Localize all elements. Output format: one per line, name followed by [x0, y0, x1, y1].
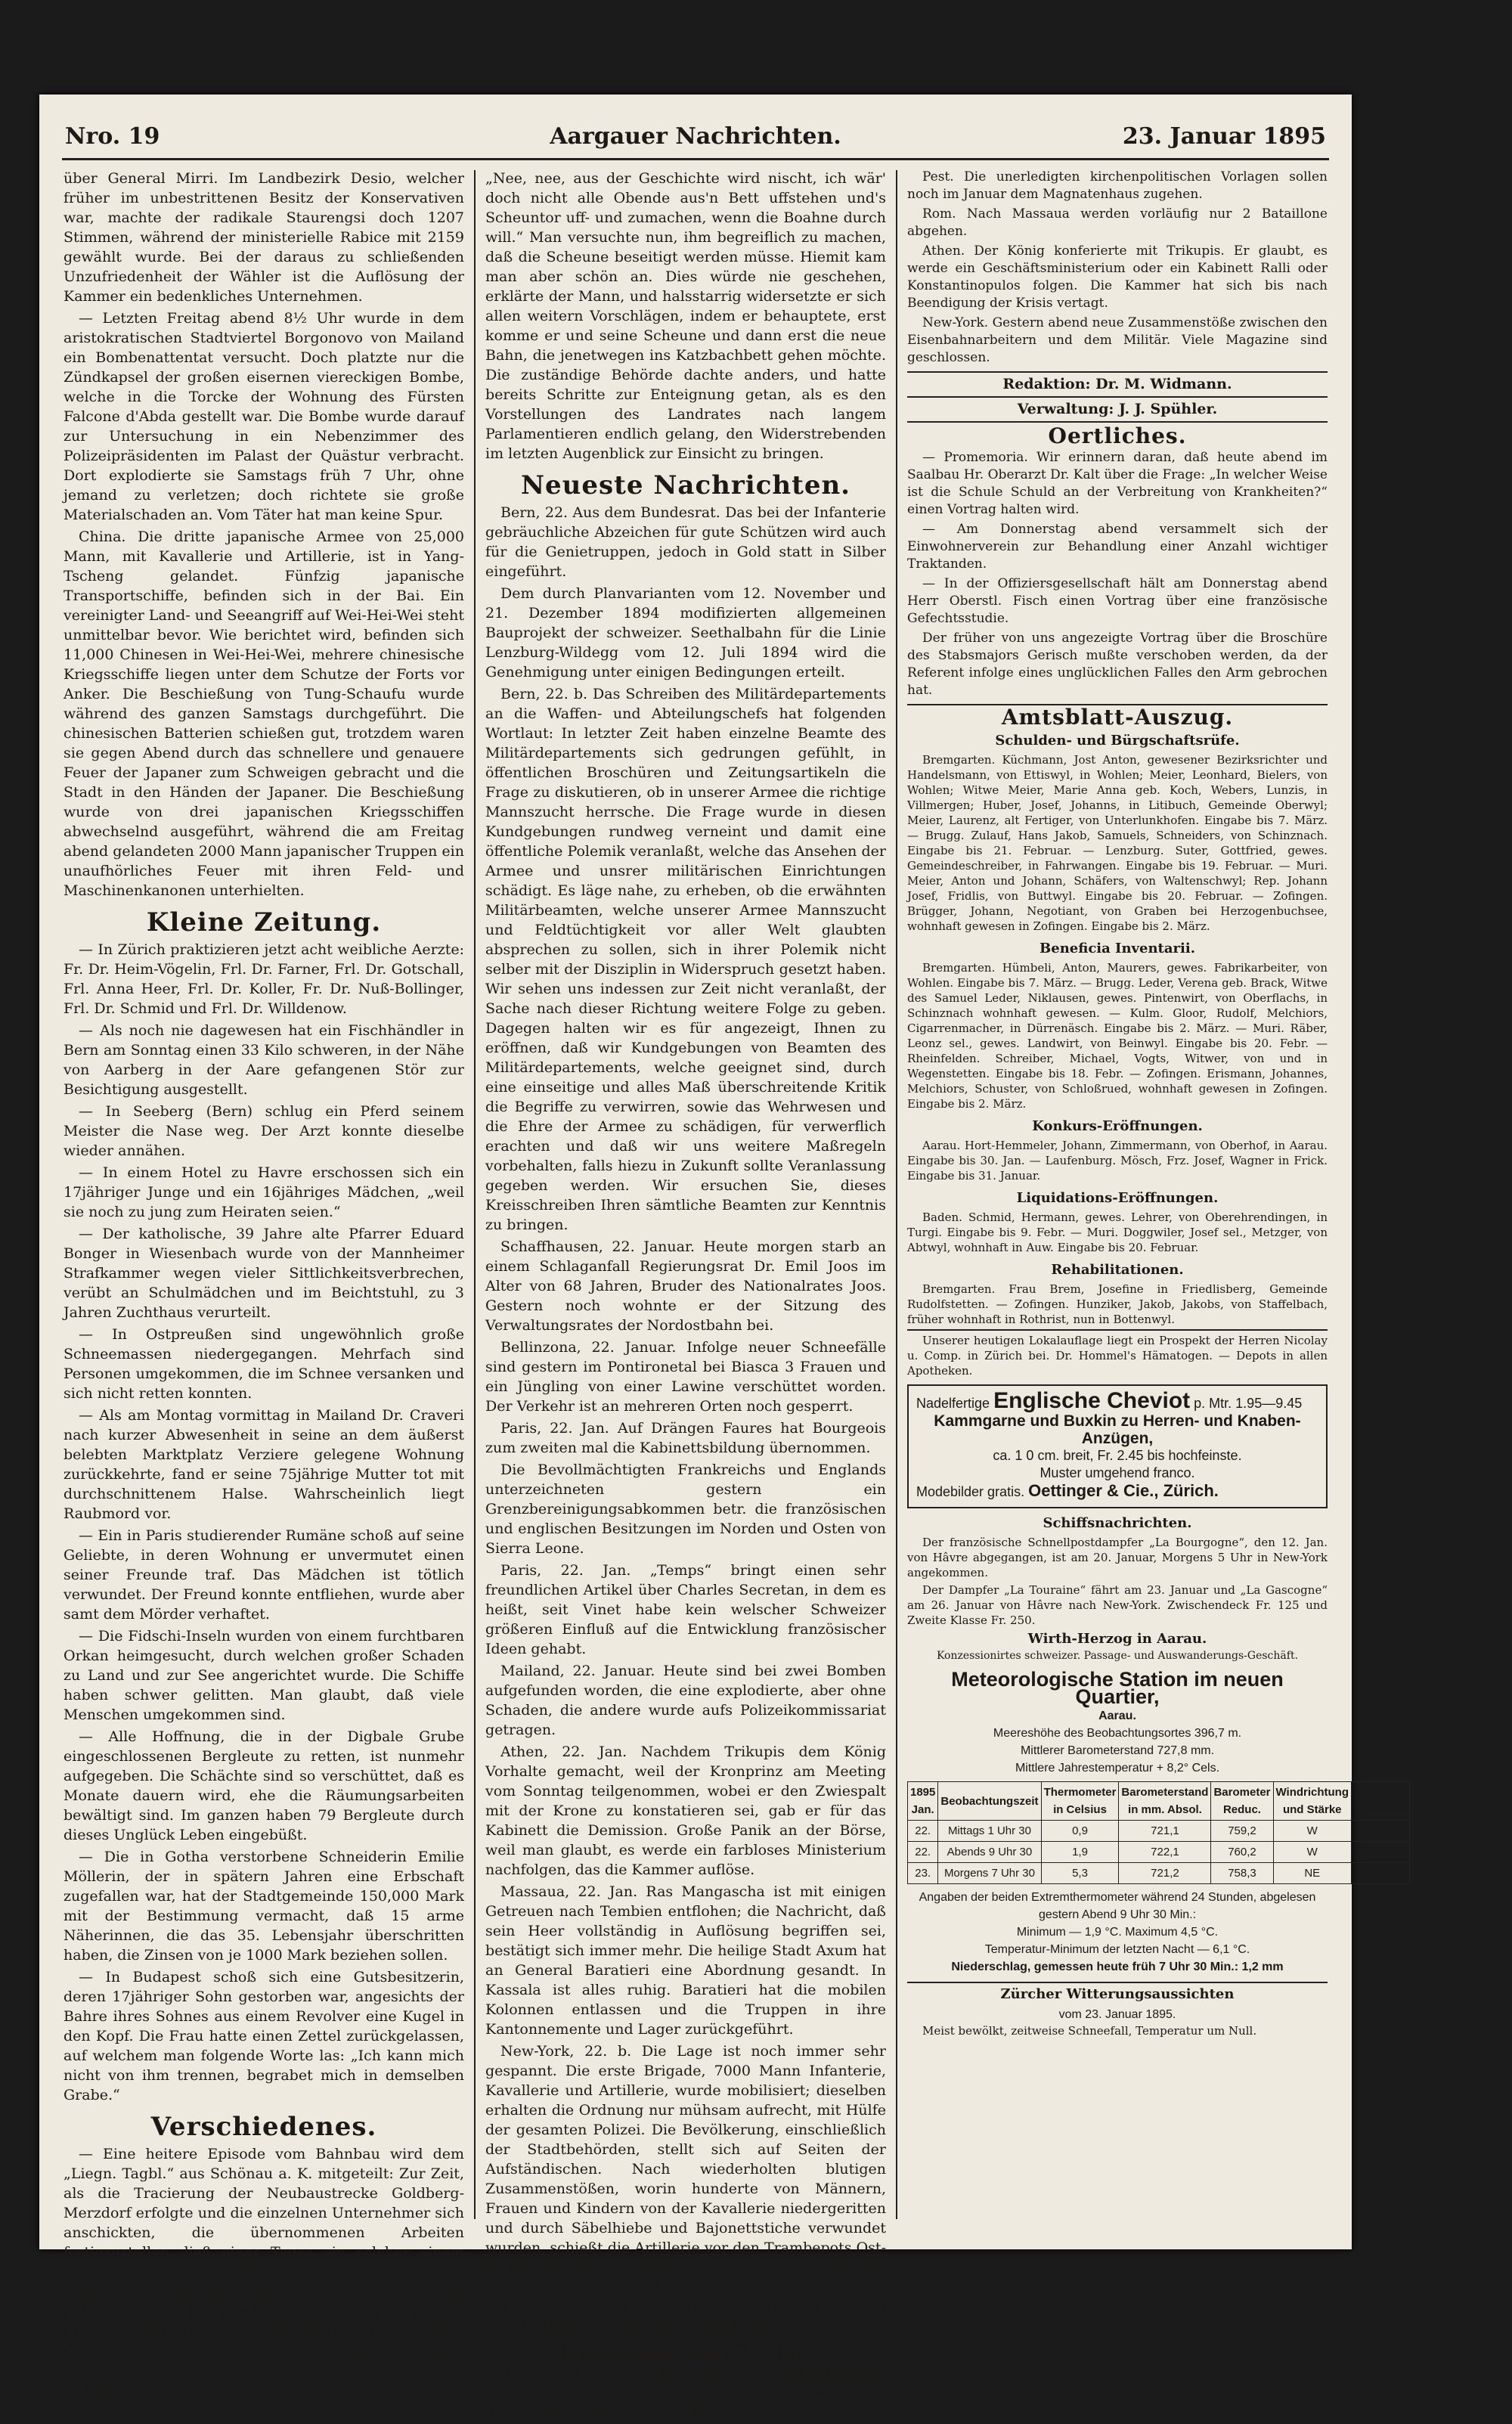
news-item: — Der katholische, 39 Jahre alte Pfarrer Eduard Bonger in Wiesenbach wurde von der Mannheimer Strafkammer wegen vieler Sittlichkeitsverbrechen, verübt an Schulmädchen und im Beichtstuhl, zu 3 Jahren Zuchthaus verurteilt. [64, 1226, 464, 1321]
supplement-notice: Unserer heutigen Lokalauflage liegt ein Prospekt der Herren Nicolay u. Comp. in Zürich bei. Dr. Hommel's Hämatogen. — Depots in allen Apotheken. [907, 1329, 1328, 1378]
news-item: Paris, 22. Jan. „Temps“ bringt einen sehr freundlichen Artikel über Charles Secretan, in dem es heißt, seit Vinet habe kein welscher Schweizer größeren Einfluß auf die Entwicklung französischer Ideen gehabt. [485, 1562, 886, 1657]
meteo-extreme: Temperatur-Minimum der letzten Nacht — 6,1 °C. [984, 1943, 1250, 1956]
weather-table-cell: W [1273, 1821, 1352, 1842]
subheading-zuercher-witterung: Zürcher Witterungsaussichten [907, 1982, 1328, 2003]
ad-line: Muster umgehend franco. [1040, 1465, 1195, 1480]
weather-table-cell: bed. [1352, 1863, 1410, 1884]
article-china: China. Die dritte japanische Armee von 25,000 Mann, mit Kavallerie und Artillerie, ist in Yang-Tscheng gelandet. Fünfzig japanische Transportschiffe, befinden sich in der Bai. Ein vereinigter Land- und Seeangriff auf Wei-Hei-Wei steht unmittelbar bevor. Wie berichtet wird, befinden sich 11,000 Chinesen in Wei-Hei-Wei, mehrere chinesische Kriegsschiffe liegen unter dem Schutze der Forts vor Anker. Die Beschießung von Tung-Schaufu wurde während des ganzen Samstags durchgeführt. Die chinesischen Batterien schießen gut, trotzdem waren sie gegen Abend durch das schnellere und genauere Feuer der Japaner zum Schweigen gebracht und die Stadt in den Händen der Japaner. Die Beschießung wurde von drei japanischen Kriegsschiffen abwechselnd ausgeführt, während die am Freitag abend gelandeten 2000 Mann japanischer Truppen ein unaufhörliches Feuer mit ihren Feld- und Maschinenkanonen unterhielten. [64, 529, 464, 899]
shipping-agent-line: Konzessionirtes schweizer. Passage- und Auswanderungs-Geschäft. [936, 1650, 1299, 1662]
shipping-item: Der Dampfer „La Touraine“ fährt am 23. Januar und „La Gascogne“ am 26. Januar von Hâvre nach New-York. Zwischendeck Fr. 125 und Zweite Klasse Fr. 250. [907, 1583, 1328, 1627]
news-item: — In einem Hotel zu Havre erschossen sich ein 17jähriger Junge und ein 16jähriges Mädchen, „weil sie noch zu jung zum Heiraten seien.“ [64, 1164, 464, 1220]
meteo-extreme: Niederschlag, gemessen heute früh 7 Uhr 30 Min.: 1,2 mm [951, 1961, 1284, 1973]
meteo-line: Mittlere Jahrestemperatur + 8,2° Cels. [1015, 1762, 1220, 1775]
ad-line: Kammgarne und Buxkin zu Herren- und Knaben-Anzügen, [934, 1412, 1301, 1447]
weather-table-header: Thermometer in Celsius [1041, 1782, 1119, 1821]
column-divider-2 [896, 170, 897, 2219]
weather-table-row [908, 1863, 1410, 1884]
amtsblatt-entry: Bremgarten. Frau Brem, Josefine in Friedlisberg, Gemeinde Rudolfstetten. — Zofingen. Hunziker, Jakob, Jakobs, von Staffelbach, früher wohnhaft in Rothrist, nun in Bottenwyl. [907, 1282, 1328, 1326]
section-heading-verschiedenes: Verschiedenes. [150, 2112, 377, 2142]
news-item: Rom. Nach Massaua werden vorläufig nur 2 Bataillone abgehen. [907, 206, 1328, 239]
subheading-liquidation: Liquidations-Eröffnungen. [1016, 1190, 1219, 1206]
news-item: — Alle Hoffnung, die in der Digbale Grube eingeschlossenen Bergleute zu retten, ist nunmehr aufgegeben. Die Schächte sind so verschüttet, daß es Monate dauern wird, ehe die Räumungsarbeiten bewältigt sind. Im ganzen haben 79 Bergleute durch dieses Unglück Leben eingebüßt. [64, 1728, 464, 1843]
news-item: — Ein in Paris studierender Rumäne schoß auf seine Geliebte, in deren Wohnung er unvermutet einen seiner Freunde traf. Das Mädchen ist tötlich verwundet. Der Freund konnte entfliehen, wurde aber samt dem Mörder verhaftet. [64, 1527, 464, 1623]
amtsblatt-entry: Bremgarten. Hümbeli, Anton, Maurers, gewes. Fabrikarbeiter, von Wohlen. Eingabe bis 7. März. — Brugg. Leder, Verena geb. Brack, Witwe des Samuel Leder, Niklausen, gewes. Pintenwirt, von Oberflachs, in Schinznach wohnhaft gewesen. — Kulm. Gloor, Rudolf, Melchiors, Cigarrenmacher, in Dürrenäsch. Eingabe bis 2. März. — Muri. Räber, Leonz sel., gewes. Landwirt, von Beinwyl. Eingabe bis 20. Febr. — Rheinfelden. Schreiber, Michael, Vogts, Witwer, von und in Wegenstetten. Eingabe bis 18. Febr. — Zofingen. Erismann, Johannes, Melchiors, Schuster, von Schloßrued, wohnhaft gewesen in Zofingen. Eingabe bis 2. März. [907, 961, 1328, 1111]
column-3 [907, 169, 1407, 2225]
news-item: — Als noch nie dagewesen hat ein Fischhändler in Bern am Sonntag einen 33 Kilo schweren, in der Nähe von Aarberg in der Aare gefangenen Stör zur Besichtigung ausgestellt. [64, 1022, 464, 1098]
weather-table-cell: 22. [908, 1842, 938, 1863]
column-divider-1 [474, 170, 476, 2219]
amtsblatt-entry: Aarau. Hort-Hemmeler, Johann, Zimmermann, von Oberhof, in Aarau. Eingabe bis 30. Jan. — Laufenburg. Mösch, Frz. Josef, Wagner in Frick. Eingabe bis 31. Januar. [907, 1139, 1328, 1183]
subheading-schulden: Schulden- und Bürgschaftsrüfe. [995, 733, 1240, 749]
news-item: Athen. Der König konferierte mit Trikupis. Er glaubt, es werde ein Geschäftsministerium oder ein Kabinett Ralli oder Konstantinopulos folgen. Die Kammer hat sich bis nach Beendigung der Krisis vertagt. [907, 243, 1328, 311]
newspaper-page [39, 95, 1407, 2422]
meteo-place: Aarau. [1098, 1710, 1136, 1722]
weather-table-cell: 1,9 [1041, 1842, 1119, 1863]
meteo-extreme: Minimum — 1,9 °C. Maximum 4,5 °C. [1016, 1926, 1219, 1939]
issue-number: Nro. 19 [65, 123, 160, 150]
news-item: Pest. Die unerledigten kirchenpolitischen Vorlagen sollen noch im Januar dem Magnatenhaus zugehen. [907, 169, 1328, 202]
column-1 [64, 169, 464, 2398]
news-item: — Am Donnerstag abend versammelt sich der Einwohnerverein zur Behandlung einer Anzahl wichtiger Traktanden. [907, 522, 1328, 572]
section-heading-telegramme: Telegramme vom 23. Jan. [556, 2341, 815, 2363]
ad-line: ca. 1 0 cm. breit, Fr. 2.45 bis hochfeinste. [993, 1448, 1242, 1463]
article-milan-bomb: — Letzten Freitag abend 8½ Uhr wurde in dem aristokratischen Stadtviertel Borgonovo von Mailand ein Bombenattentat versucht. Doch platzte nur die Zündkapsel der großen eisernen viereckigen Bombe, welche in die Torcke der Wohnung des Fürsten Falcone d'Abda gestellt war. Die Bombe wurde darauf zur Untersuchung in ein Nebenzimmer des Polizeipräsidenten im Palast der Quästur verbracht. Dort explodierte sie Samstags früh 7 Uhr, ohne jemand zu verletzen; doch richtete sie große Materialschaden an. Vom Täter hat man keine Spur. [64, 310, 464, 523]
weather-table-cell: 721,1 [1119, 1821, 1211, 1842]
masthead-rule [62, 158, 1329, 160]
weather-table-header: Barometerstand in mm. Absol. [1119, 1782, 1211, 1821]
weather-table-cell: 22. [908, 1821, 938, 1842]
weather-table-cell: 721,2 [1119, 1863, 1211, 1884]
news-item: — In Budapest schoß sich eine Gutsbesitzerin, deren 17jähriger Sohn gestorben war, angesichts der Bahre ihres Sohnes aus einem Revolver eine Kugel in den Kopf. Die Frau hatte einen Zettel zurückgelassen, auf welchem man folgende Worte las: „Ich kann mich nicht von ihm trennen, begrabet mich in demselben Grabe.“ [64, 1969, 464, 2103]
news-item: Die Bevollmächtigten Frankreichs und Englands unterzeichneten gestern ein Grenzbereinigungsabkommen betr. die französischen und englischen Besitzungen im Norden und Osten von Sierra Leone. [485, 1462, 886, 1557]
news-item: — In Zürich praktizieren jetzt acht weibliche Aerzte: Fr. Dr. Heim-Vögelin, Frl. Dr. Farner, Frl. Dr. Gotschall, Frl. Anna Heer, Frl. Dr. Koller, Fr. Dr. Nuß-Bollinger, Frl. Dr. Schmid und Frl. Dr. Willdenow. [64, 941, 464, 1017]
news-item: — Promemoria. Wir erinnern daran, daß heute abend im Saalbau Hr. Oberarzt Dr. Kalt über die Frage: „In welcher Weise ist die Schule Schuld an der Verbreitung von Krankheiten?“ einen Vortrag halten wird. [907, 450, 1328, 517]
meteo-line: Mittlerer Barometerstand 727,8 mm. [1020, 1744, 1215, 1757]
weather-table-row [908, 1842, 1410, 1863]
newspaper-title: Aargauer Nachrichten. [550, 123, 841, 150]
meteo-line: Meereshöhe des Beobachtungsortes 396,7 m. [993, 1727, 1242, 1740]
weather-table-cell: Schnee [1352, 1821, 1410, 1842]
weather-table [907, 1781, 1410, 1884]
news-item: Bellinzona, 22. Januar. Infolge neuer Schneefälle sind gestern im Pontironetal bei Biasca 3 Frauen und ein Jüngling von einer Lawine verschüttet worden. Der Verkehr ist an mehreren Orten noch gesperrt. [485, 1339, 886, 1415]
news-item: Schaffhausen, 22. Januar. Heute morgen starb an einem Schlaganfall Regierungsrat Dr. Emil Joos im Alter von 68 Jahren, Bruder des Nationalrates Joos. Gestern noch wohnte er der Sitzung des Verwaltungsrates der Nordostbahn bei. [485, 1238, 886, 1334]
weather-table-cell: Morgens 7 Uhr 30 [938, 1863, 1041, 1884]
news-item: — Die in Gotha verstorbene Schneiderin Emilie Möllerin, der in spätern Jahren eine Erbschaft zugefallen war, hat der Stadtgemeinde 150,000 Mark mit der Bestimmung vermacht, daß 15 arme Näherinnen, die das 35. Lebensjahr überschritten haben, die Zinsen von je 1000 Mark beziehen sollen. [64, 1849, 464, 1964]
subheading-beneficia: Beneficia Inventarii. [1040, 941, 1195, 956]
news-item: — Als am Montag vormittag in Mailand Dr. Craveri nach kurzer Abwesenheit in seine an dem äußerst belebten Marktplatz Verziere gelegene Wohnung zurückkehrte, fand er seine 75jährige Mutter tot mit durchschnittenem Halse. Wahrscheinlich liegt Raubmord vor. [64, 1407, 464, 1522]
weather-table-cell: Mittags 1 Uhr 30 [938, 1821, 1041, 1842]
ad-line: Modebilder gratis. [916, 1484, 1025, 1499]
weather-table-header: Barometer Reduc. [1211, 1782, 1273, 1821]
forecast-text: Meist bewölkt, zeitweise Schneefall, Temperatur um Null. [922, 2024, 1257, 2038]
issue-date: 23. Januar 1895 [1122, 123, 1326, 150]
ad-product-name: Englische Cheviot [993, 1388, 1191, 1413]
section-heading-oertliches: Oertliches. [1048, 423, 1187, 448]
meteo-extreme: Angaben der beiden Extremthermometer während 24 Stunden, abgelesen gestern Abend 9 Uhr 30 Min.: [919, 1891, 1316, 1921]
subheading-schiffsnachrichten: Schiffsnachrichten. [1043, 1515, 1192, 1531]
news-item: New-York, 22. b. Die Lage ist noch immer sehr gespannt. Die erste Brigade, 7000 Mann Infanterie, Kavallerie und Artillerie, wurde mobilisiert; dieselben erhalten die Ordnung nur mühsam aufrecht, mit Hülfe der gesamten Polizei. Die Bevölkerung, einschließlich der Stadtbehörden, stellt sich auf Seiten der Aufständischen. Nach wiederholten blutigen Zusammenstößen, worin hunderte von Männern, Frauen und Kindern von der Kavallerie niedergeritten und durch Säbelhiebe und Bajonettstiche verwundet wurden, schießt die Artillerie vor den Trambepots Ost-New-Yorks auf die Menge. Es wird ein allgemeiner Streik erwartet, welche 12,000 Mann Fabrikanten bedroht und ein längeres Dauern führt. Für morgen sind blutige Zusammenstöße befürchtet. [485, 2043, 886, 2335]
advertisement-cheviot [907, 1384, 1328, 1508]
news-item: Dem durch Planvarianten vom 12. November und 21. Dezember 1894 modifizierten allgemeinen Bauprojekt der schweizer. Seethalbahn für die Linie Lenzburg-Wildegg vom 12. Juli 1894 wird die Genehmigung unter einigen Bedingungen erteilt. [485, 585, 886, 680]
weather-table-header: Beobachtungszeit [938, 1782, 1041, 1821]
news-item: Paris, 22. Jan. Auf Drängen Faures hat Bourgeois zum zweiten mal die Kabinettsbildung übernommen. [485, 1420, 886, 1456]
subheading-konkurs: Konkurs-Eröffnungen. [1032, 1118, 1203, 1134]
weather-table-cell: 0,9 [1041, 1821, 1119, 1842]
weather-table-cell: NE [1273, 1863, 1352, 1884]
weather-table-cell: bed. [1352, 1842, 1410, 1863]
news-item: Buenos Aires. Präsident Pena hat dem Kongreß seine Demission eingereicht. Als Nachfolger wurde Bizepräsident Uriburu gewählt. [485, 2367, 886, 2422]
imprint-verwaltung: Verwaltung: J. J. Spühler. [907, 398, 1328, 423]
news-item: Bern, 22. Aus dem Bundesrat. Das bei der Infanterie gebräuchliche Abzeichen für gute Schützen wird auch für die Genietruppen, jedoch in Gold statt in Silber eingeführt. [485, 504, 886, 580]
column-2 [485, 169, 886, 2422]
news-item: — In Seeberg (Bern) schlug ein Pferd seinem Meister die Nase weg. Der Arzt konnte dieselbe wieder annähen. [64, 1103, 464, 1159]
ad-price: p. Mtr. 1.95—9.45 [1194, 1396, 1303, 1411]
ad-firm: Oettinger & Cie., Zürich. [1028, 1481, 1219, 1500]
section-heading-kleine-zeitung: Kleine Zeitung. [146, 907, 382, 938]
news-item: Massaua, 22. Jan. Ras Mangascha ist mit einigen Getreuen nach Tembien entflohen; die Nachricht, daß sein Heer vollständig in Auflösung begriffen sei, bestätigt sich immer mehr. Die heilige Stadt Axum hat an General Baratieri eine Abordnung gesandt. In Kassala ist alles ruhig. Baratieri hat die mobilen Kolonnen entlassen und die Truppen in ihre Kantonnemente und Lager zurückgeführt. [485, 1883, 886, 2038]
news-item: Athen, 22. Jan. Nachdem Trikupis dem König Vorhalte gemacht, weil der Kronprinz am Meeting vom Sonntag teilgenommen, wobei er den Zwiespalt mit der Krone zu konstatieren sei, gab er für das Kabinett die Demission. Große Panik an der Börse, weil man glaubt, es werde ein farbloses Ministerium nachfolgen, das die Kammer auflöse. [485, 1744, 886, 1878]
amtsblatt-entry: Bremgarten. Küchmann, Jost Anton, gewesener Bezirksrichter und Handelsmann, von Ettiswyl, in Wohlen; Meier, Leonhard, Bielers, von Wohlen; Witwe Meier, Marie Anna geb. Koch, Webers, Lunzis, in Villmergen; Huber, Josef, Johanns, in Litibuch, Gemeinde Oberwyl; Meier, Laurenz, alt Fertiger, von Unterlunkhofen. Eingabe bis 7. März. — Brugg. Zulauf, Hans Jakob, Samuels, Schneiders, von Schinznach. Eingabe bis 21. Februar. — Lenzburg. Suter, Gottfried, gewes. Gemeindeschreiber, in Fahrwangen. Eingabe bis 19. Februar. — Muri. Meier, Anton und Johann, Schäfers, von Waltenschwyl; Rep. Johann Josef, Fridlis, von Buttwyl. Eingabe bis 20. Februar. — Zofingen. Brügger, Johann, Negotiant, von Graben bei Herzogenbuchsee, wohnhaft gewesen in Zofingen. Eingabe bis 2. März. [907, 753, 1328, 933]
subheading-rehabilitation: Rehabilitationen. [1051, 1262, 1184, 1278]
news-item: — In Ostpreußen sind ungewöhnlich große Schneemassen niedergegangen. Mehrfach sind Personen umgekommen, die im Schnee versanken und sich nicht retten konnten. [64, 1326, 464, 1402]
section-heading-amtsblatt: Amtsblatt-Auszug. [907, 704, 1328, 726]
weather-table-row [908, 1821, 1410, 1842]
news-item: Mailand, 22. Januar. Heute sind bei zwei Bomben aufgefunden worden, die eine explodierte, aber ohne Schaden, die andere wurde aufs Polizeikommissariat getragen. [485, 1663, 886, 1738]
amtsblatt-entry: Baden. Schmid, Hermann, gewes. Lehrer, von Oberehrendingen, in Turgi. Eingabe bis 9. Febr. — Muri. Doggwiler, Josef sel., Metzger, von Abtwyl, wohnhaft in Auw. Eingabe bis 20. Februar. [907, 1210, 1328, 1254]
weather-table-cell: 5,3 [1041, 1863, 1119, 1884]
weather-table-header: Witterung [1352, 1782, 1410, 1821]
weather-table-cell: 722,1 [1119, 1842, 1211, 1863]
weather-table-header: Windrichtung und Stärke [1273, 1782, 1352, 1821]
meteo-title: Meteorologische Station im neuen Quartier, [951, 1668, 1284, 1708]
shipping-item: Der französische Schnellpostdampfer „La Bourgogne“, den 12. Jan. von Hâvre abgegangen, ist am 20. Januar, Morgens 5 Uhr in New-York angekommen. [907, 1536, 1328, 1579]
article-italy-election: über General Mirri. Im Landbezirk Desio, welcher früher im unbestrittenen Besitz der Konservativen war, machte der radikale Staurengsi doch 1207 Stimmen, während der ministerielle Rabice mit 2159 gewählt wurde. Bei der daraus zu schließenden Unzufriedenheit der Wähler ist die Auflösung der Kammer ein bedenkliches Unternehmen. [64, 170, 464, 305]
weather-table-cell: 23. [908, 1863, 938, 1884]
shipping-agent: Wirth-Herzog in Aarau. [1027, 1631, 1207, 1647]
ad-pretext: Nadelfertige [916, 1396, 990, 1411]
weather-table-cell: 759,2 [1211, 1821, 1273, 1842]
weather-table-cell: 760,2 [1211, 1842, 1273, 1863]
article-continued: „Nee, nee, aus der Geschichte wird nischt, ich wär' doch nicht alle Obende aus'n Bett uffstehen und's Scheuntor uff- und zumachen, wenn die Boahne durch will.“ Man versuchte nun, ihm begreiflich zu machen, daß die Scheune beseitigt werden müsse. Hiemit kam man aber schön an. Dies würde nie geschehen, erklärte der Mann, und halsstarrig widersetzte er sich allen weitern Vorschlägen, indem er behauptete, erst komme er und seine Scheune und dann erst die neue Bahn, die jenetwegen ins Katzbachbett gehen möchte. Die zuständige Behörde dachte anders, und hatte bereits Schritte zur Enteignung getan, als es den Vorstellungen des Landrates nach langem Parlamentieren endlich gelang, den Widerstrebenden im letzten Augenblick zur Einsicht zu bringen. [485, 170, 886, 462]
news-item: Bern, 22. b. Das Schreiben des Militärdepartements an die Waffen- und Abteilungschefs hat folgenden Wortlaut: In letzter Zeit haben einzelne Beamte des Militärdepartements sich gedrungen gefühlt, in öffentlichen Broschüren und Zeitungsartikeln die Frage zu diskutieren, ob in unserer Armee die richtige Mannszucht herrsche. Die Frage wurde in diesen Kundgebungen rundweg verneint und damit eine öffentliche Polemik veranlaßt, welche das Ansehen der Armee und unsrer militärischen Einrichtungen schädigt. Es läge nahe, zu erheben, ob die erwähnten Militärbeamten, welche unserer Armee Mannszucht und Feldtüchtigkeit vor aller Welt glaubten absprechen zu sollen, sich in ihrer Polemik nicht selber mit der Disziplin in Widerspruch gesetzt haben. Wir sehen uns indessen zur Zeit nicht veranlaßt, der Sache nach dieser Richtung weitere Folge zu geben. Dagegen halten wir es für angezeigt, Ihnen zu eröffnen, daß wir Kundgebungen von Beamten des Militärdepartements, welche geeignet sind, durch eine einseitige und alles Maß überschreitende Kritik die Begriffe zu verwirren, sowie das Wehrwesen und die Ehre der Armee zu schädigen, für verwerflich erachten und daß wir uns weitere Maßregeln vorbehalten, falls hiezu in Zukunft sollte Veranlassung gegeben werden. Wir ersuchen Sie, dieses Kreisschreiben Ihren sämtliche Beamten zur Kenntnis zu bringen. [485, 686, 886, 1233]
news-item: New-York. Gestern abend neue Zusammenstöße zwischen den Eisenbahnarbeitern und dem Militär. Viele Magazine sind geschlossen. [907, 315, 1328, 365]
section-heading-neueste-nachrichten: Neueste Nachrichten. [520, 470, 851, 501]
imprint-redaktion: Redaktion: Dr. M. Widmann. [907, 371, 1328, 398]
news-item: Der früher von uns angezeigte Vortrag über die Broschüre des Stabsmajors Gerisch mußte verschoben werden, da der Referent infolge eines unglücklichen Falles den Arm gebrochen hat. [907, 631, 1328, 698]
weather-table-cell: W [1273, 1842, 1352, 1863]
weather-table-cell: Abends 9 Uhr 30 [938, 1842, 1041, 1863]
news-item: — Die Fidschi-Inseln wurden von einem furchtbaren Orkan heimgesucht, durch welchen großer Schaden zu Land und zur See angerichtet wurde. Die Schiffe haben schwer gelitten. Man glaubt, daß viele Menschen umgekommen sind. [64, 1628, 464, 1723]
weather-table-header: 1895 Jan. [908, 1782, 938, 1821]
news-item: — In der Offiziersgesellschaft hält am Donnerstag abend Herr Oberstl. Fisch einen Vortrag über eine französische Gefechtsstudie. [907, 576, 1328, 626]
forecast-date: vom 23. Januar 1895. [1058, 2008, 1176, 2021]
news-item: — Eine heitere Episode vom Bahnbau wird dem „Liegn. Tagbl.“ aus Schönau a. K. mitgeteilt: Zur Zeit, als die Tracierung der Neubaustrecke Goldberg-Merzdorf erfolgte und die einzelnen Unternehmer sich anschickten, die übernommenen Arbeiten fertigzustellen, ließ eines Tages ein solcher einem Besitzer in G. die Mitteilung machen, daß nach ausgelegtem Planum direkt durch dessen Scheune gehe. Man wolle ihm damit dem Manne genügend Zeit für die Vorbereitungen zum Niederreißen lassen. Der Besitzer erscheint nach dem Empfang dieser Bekanntmachung sofort auf dem Baubureau und meinte: [64, 2146, 464, 2398]
weather-table-cell: 758,3 [1211, 1863, 1273, 1884]
